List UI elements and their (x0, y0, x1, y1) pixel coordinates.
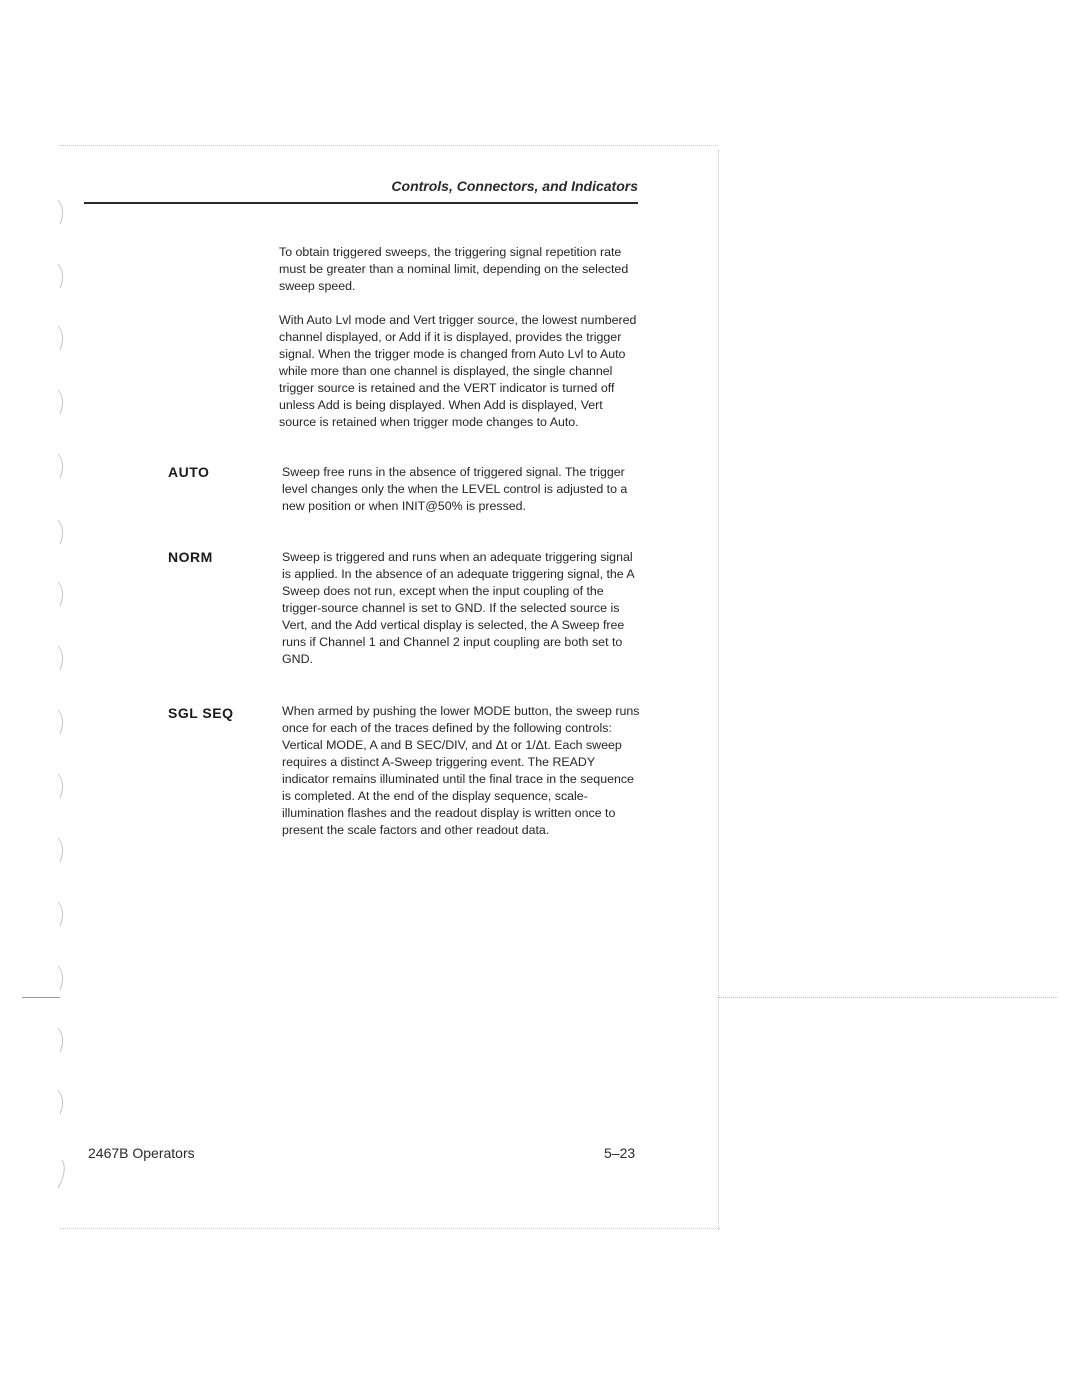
scan-edge-bottom (60, 1228, 720, 1229)
intro-paragraph-1: To obtain triggered sweeps, the triggering signal repetition rate must be greater than a nominal limit, depending on the selected sweep speed. (279, 245, 629, 293)
term-sgl-seq-label: SGL SEQ (168, 705, 234, 721)
term-auto-label: AUTO (168, 464, 210, 480)
term-norm-label: NORM (168, 549, 213, 565)
scan-edge-top (60, 145, 718, 146)
footer-page-number: 5–23 (604, 1145, 636, 1161)
term-auto-description: Sweep free runs in the absence of triggered signal. The trigger level changes only the when the LEVEL control is adjusted to a new position or when INIT@50% is pressed. (282, 465, 628, 513)
scan-edge-right (718, 150, 719, 1230)
intro-paragraph-2: With Auto Lvl mode and Vert trigger source, the lowest numbered channel displayed, or Add if it is displayed, provides the trigger signal. When the trigger mode is changed from Auto Lvl to Auto while more than one channel is displayed, the single channel trigger source is retained and the VERT indicator is turned off unless Add is being displayed. When Add is displayed, Vert source is retained when trigger mode changes to Auto. (279, 313, 637, 429)
footer-manual-name: 2467B Operators (88, 1145, 195, 1161)
binding-holes-decoration (52, 190, 74, 1200)
page-header-title: Controls, Connectors, and Indicators (391, 178, 638, 194)
term-sgl-seq-description: When armed by pushing the lower MODE button, the sweep runs once for each of the traces defined by the following controls: Vertical MODE, A and B SEC/DIV, and Δt or 1/Δt. Each sweep requires a distinct A-Sweep triggering event. The READY indicator remains illuminated until the final trace in the sequence is completed. At the end of the display sequence, scale-illumination flashes and the readout display is written once to present the scale factors and other readout data. (282, 704, 640, 837)
scan-edge-fold (718, 997, 1058, 998)
term-norm-description: Sweep is triggered and runs when an adequate triggering signal is applied. In the absence of an adequate triggering signal, the A Sweep does not run, except when the input coupling of the trigger-source channel is set to GND. If the selected source is Vert, and the Add vertical display is selected, the A Sweep free runs if Channel 1 and Channel 2 input coupling are both set to GND. (282, 550, 635, 666)
header-rule (84, 202, 638, 204)
